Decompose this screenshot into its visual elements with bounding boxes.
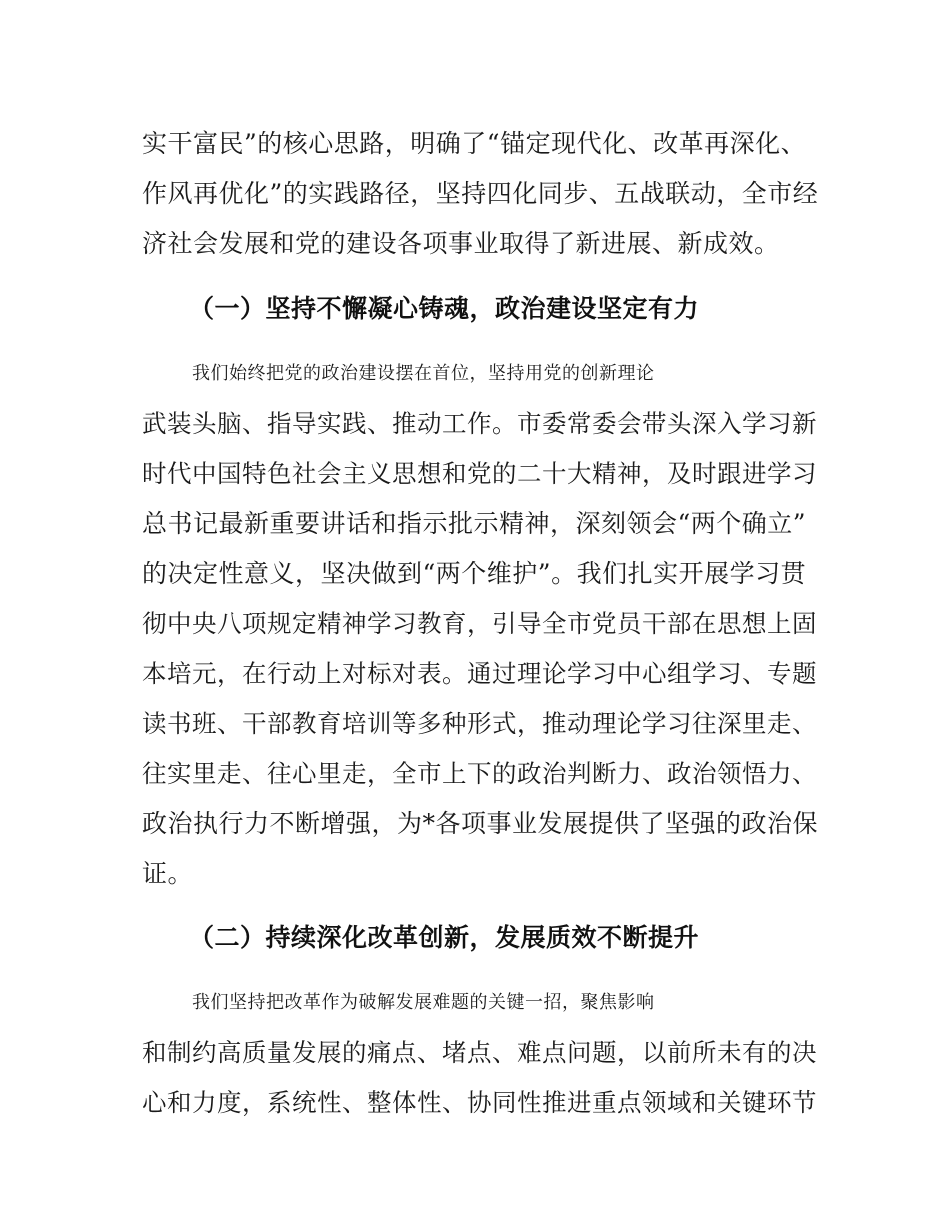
section-heading-1: （一）坚持不懈凝心铸魂，政治建设坚定有力 bbox=[189, 294, 700, 323]
body-text-line: 我们坚持把改革作为破解发展难题的关键一招，聚焦影响 bbox=[192, 992, 655, 1013]
body-text-line: 政治执行力不断增强，为*各项事业发展提供了坚强的政治保 bbox=[142, 809, 819, 838]
body-text-line: 作风再优化”的实践路径，坚持四化同步、五战联动，全市经 bbox=[142, 179, 819, 208]
body-text-line: 武装头脑、指导实践、推动工作。市委常委会带头深入学习新 bbox=[142, 409, 817, 438]
body-text-line: 心和力度，系统性、整体性、协同性推进重点领域和关键环节 bbox=[142, 1088, 817, 1117]
body-text-line: 的决定性意义，坚决做到“两个维护”。我们扎实开展学习贯 bbox=[142, 559, 807, 588]
body-text-line: 读书班、干部教育培训等多种形式，推动理论学习往深里走、 bbox=[142, 709, 817, 738]
body-text-line: 证。 bbox=[142, 859, 194, 888]
body-text-line: 我们始终把党的政治建设摆在首位，坚持用党的创新理论 bbox=[192, 363, 655, 384]
body-text-line: 总书记最新重要讲话和指示批示精神，深刻领会“两个确立” bbox=[142, 509, 807, 538]
body-text-line: 和制约高质量发展的痛点、堵点、难点问题，以前所未有的决 bbox=[142, 1038, 817, 1067]
body-text-line: 本培元，在行动上对标对表。通过理论学习中心组学习、专题 bbox=[142, 659, 817, 688]
body-text-line: 往实里走、往心里走，全市上下的政治判断力、政治领悟力、 bbox=[142, 759, 817, 788]
body-text-line: 济社会发展和党的建设各项事业取得了新进展、新成效。 bbox=[142, 229, 780, 258]
body-text-line: 时代中国特色社会主义思想和党的二十大精神，及时跟进学习 bbox=[142, 459, 817, 488]
body-text-line: 实干富民”的核心思路，明确了“锚定现代化、改革再深化、 bbox=[142, 129, 807, 158]
section-heading-2: （二）持续深化改革创新，发展质效不断提升 bbox=[189, 923, 700, 952]
body-text-line: 彻中央八项规定精神学习教育，引导全市党员干部在思想上固 bbox=[142, 609, 817, 638]
